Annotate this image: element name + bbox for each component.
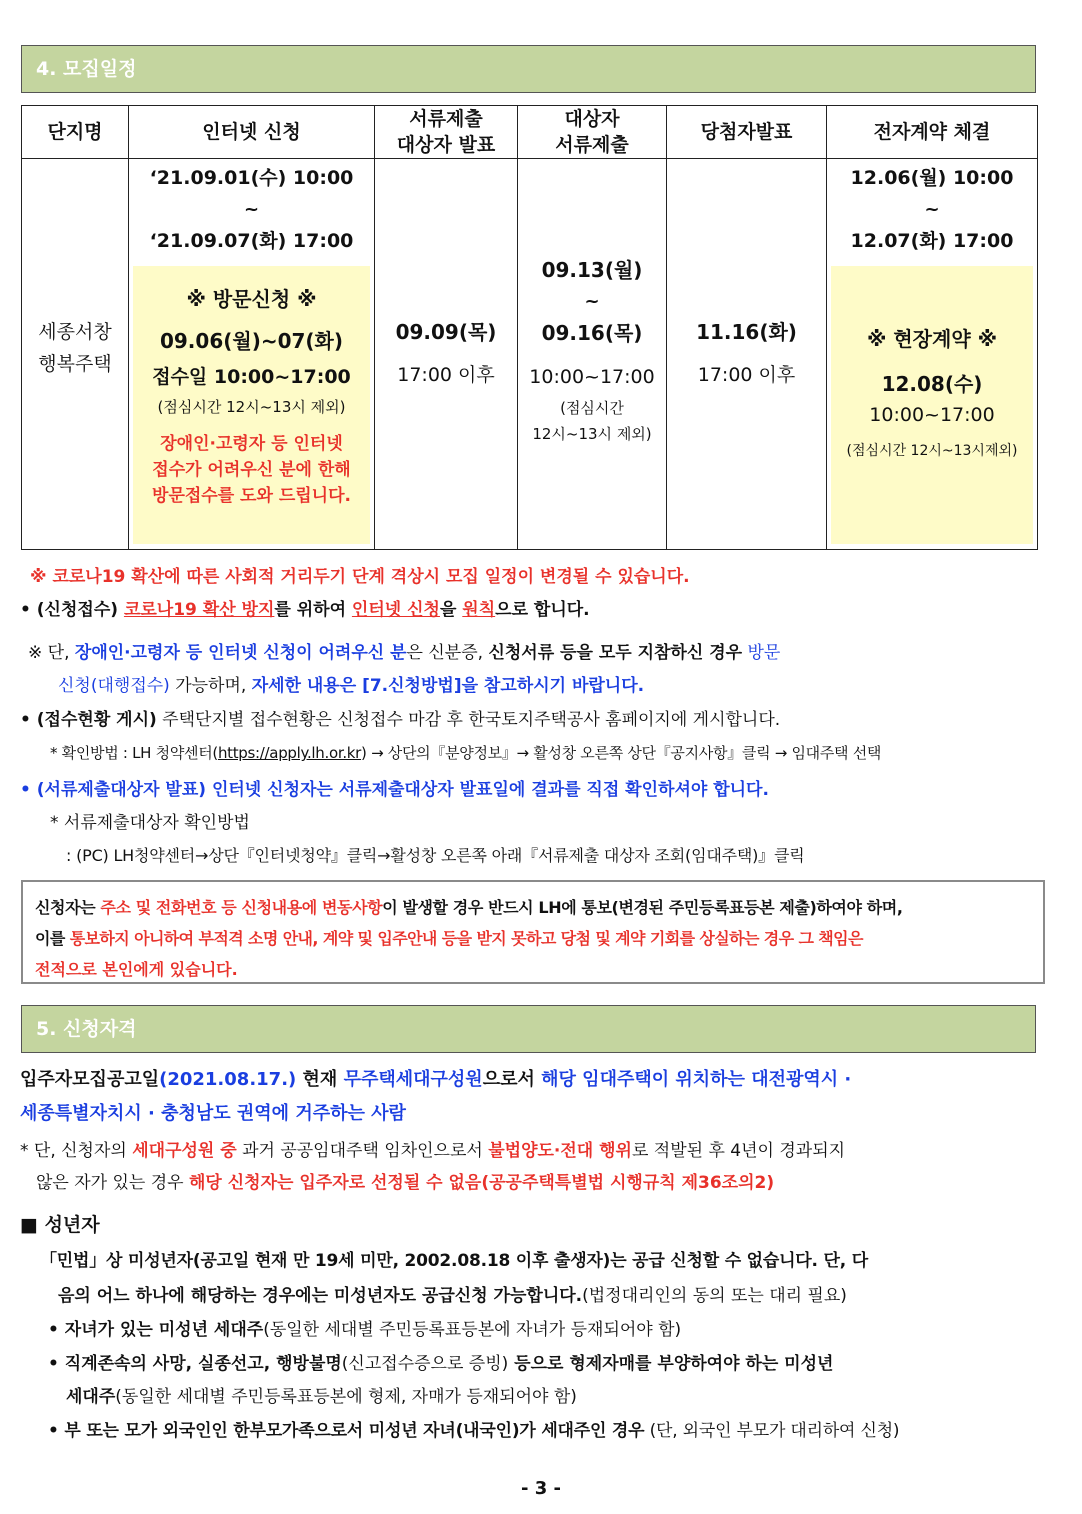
internet-tilde: ~ xyxy=(243,199,260,220)
header-winner: 당첨자발표 xyxy=(667,106,827,159)
header-complex: 단지명 xyxy=(22,106,129,159)
contract-start: 12.06(월) 10:00 xyxy=(850,167,1014,189)
notice-line-3: 전적으로 본인에게 있습니다. xyxy=(35,960,238,979)
visit-note-3: 방문접수를 도와 드립니다. xyxy=(152,486,351,506)
site-date: 12.08(수) xyxy=(881,372,983,396)
doc-check-method-path: : (PC) LH청약센터→상단『인터넷청약』클릭→활성창 오른쪽 아래『서류제출 대상자 조회(임대주택)』클릭 xyxy=(66,846,805,865)
visit-note-2: 접수가 어려우신 분에 한해 xyxy=(152,460,351,480)
visit-title: ※ 방문신청 ※ xyxy=(186,287,317,311)
notice-line-2: 이를 통보하지 아니하여 부적격 소명 안내, 계약 및 입주안내 등을 받지 못하고 당첨 및 계약 기회를 상실하는 경우 그 책임은 xyxy=(35,929,863,948)
internet-start: ‘21.09.01(수) 10:00 xyxy=(149,167,354,189)
doc-announce-time: 17:00 이후 xyxy=(397,364,495,386)
doc-submit-start: 09.13(월) xyxy=(541,258,643,282)
exclusion-line-2: 않은 자가 있는 경우 해당 신청자는 입주자로 선정될 수 없음(공공주택특별법 시행규칙 제36조의2) xyxy=(36,1173,775,1193)
page-number: - 3 - xyxy=(521,1478,561,1499)
complex-name-2: 행복주택 xyxy=(38,353,112,375)
contract-end: 12.07(화) 17:00 xyxy=(850,230,1014,252)
header-doc-submit: 대상자 서류제출 xyxy=(518,106,667,159)
header-doc-announce: 서류제출 대상자 발표 xyxy=(375,106,518,159)
visit-date: 09.06(월)~07(화) xyxy=(159,329,344,353)
adult-para-2: 음의 어느 하나에 해당하는 경우에는 미성년자도 공급신청 가능합니다.(법정대리인의 동의 또는 대리 필요) xyxy=(58,1286,847,1306)
complex-name-1: 세종서창 xyxy=(38,321,112,343)
doc-submit-end: 09.16(목) xyxy=(541,321,643,345)
section-5-header xyxy=(21,1005,1036,1053)
contract-tilde: ~ xyxy=(924,199,940,220)
doc-submit-lunch-2: 12시~13시 제외) xyxy=(532,425,652,443)
cell-doc-announce xyxy=(375,159,518,550)
exclusion-line-1: * 단, 신청자의 세대구성원 중 과거 공공임대주택 임차인으로서 불법양도·전대 행위로 적발된 후 4년이 경과되지 xyxy=(20,1141,846,1161)
bullet-status-post: • (접수현황 게시) 주택단지별 접수현황은 신청접수 마감 후 한국토지주택공사 홈페이지에 게시합니다. xyxy=(20,710,781,730)
adult-list-item-3: • 부 또는 모가 외국인인 한부모가족으로서 미성년 자녀(내국인)가 세대주인 경우 (단, 외국인 부모가 대리하여 신청) xyxy=(48,1421,900,1441)
notice-line-1: 신청자는 주소 및 전화번호 등 신청내용에 변동사항이 발생할 경우 반드시 LH에 통보(변경된 주민등록표등본 제출)하여야 하며, xyxy=(35,898,903,917)
cell-internet xyxy=(129,159,375,550)
doc-announce-date: 09.09(목) xyxy=(395,320,497,344)
header-internet: 인터넷 신청 xyxy=(129,106,375,159)
schedule-header-row xyxy=(22,106,1038,159)
doc-submit-tilde: ~ xyxy=(584,291,600,312)
cell-complex xyxy=(22,159,129,550)
note-exception-line1: ※ 단, 장애인·고령자 등 인터넷 신청이 어려우신 분은 신분증, 신청서류 등을 모두 지참하신 경우 방문 xyxy=(28,643,781,663)
doc-check-method-title: * 서류제출대상자 확인방법 xyxy=(50,813,250,833)
visit-time: 접수일 10:00~17:00 xyxy=(152,366,351,388)
status-check-method: * 확인방법 : LH 청약센터(https://apply.lh.or.kr) → 상단의『분양정보』→ 활성창 오른쪽 상단『공지사항』클릭 → 임대주택 선택 xyxy=(50,744,882,762)
winner-time: 17:00 이후 xyxy=(697,364,796,386)
adult-para-1: 「민법」상 미성년자(공고일 현재 만 19세 미만, 2002.08.18 이후 출생자)는 공급 신청할 수 없습니다. 단, 다 xyxy=(40,1251,868,1271)
site-lunch: (점심시간 12시~13시제외) xyxy=(846,443,1018,459)
section-4-header xyxy=(21,45,1036,93)
cell-winner xyxy=(667,159,827,550)
doc-submit-time: 10:00~17:00 xyxy=(529,366,655,388)
visit-note-1: 장애인·고령자 등 인터넷 xyxy=(160,434,343,454)
adult-title: ■ 성년자 xyxy=(20,1214,100,1236)
adult-list-item-1: • 자녀가 있는 미성년 세대주(동일한 세대별 주민등록표등본에 자녀가 등재되어야 함) xyxy=(48,1320,682,1340)
eligibility-line-1: 입주자모집공고일(2021.08.17.) 현재 무주택세대구성원으로서 해당 임대주택이 위치하는 대전광역시 · xyxy=(20,1069,852,1090)
adult-list-item-2-cont: 세대주(동일한 세대별 주민등록표등본에 형제, 자매가 등재되어야 함) xyxy=(66,1387,577,1407)
header-contract: 전자계약 체결 xyxy=(827,106,1038,159)
visit-lunch: (점심시간 12시~13시 제외) xyxy=(157,398,346,416)
cell-contract xyxy=(827,159,1038,550)
cell-doc-submit xyxy=(518,159,667,550)
lh-apply-link[interactable]: https://apply.lh.or.kr xyxy=(217,744,362,762)
doc-submit-lunch-1: (점심시간 xyxy=(560,399,624,417)
visit-application-box xyxy=(133,266,370,544)
site-title: ※ 현장계약 ※ xyxy=(866,327,998,351)
note-exception-line2: 신청(대행접수) 가능하며, 자세한 내용은 [7.신청방법]을 참고하시기 바랍니다. xyxy=(58,676,645,696)
bullet-application: • (신청접수) 코로나19 확산 방지를 위하여 인터넷 신청을 원칙으로 합니다. xyxy=(20,600,590,620)
schedule-data-row xyxy=(22,159,1038,550)
covid-notice: ※ 코로나19 확산에 따른 사회적 거리두기 단계 격상시 모집 일정이 변경될 수 있습니다. xyxy=(30,567,690,587)
adult-list-item-2: • 직계존속의 사망, 실종선고, 행방불명(신고접수증으로 증빙) 등으로 형제자매를 부양하여야 하는 미성년 xyxy=(48,1354,834,1374)
site-time: 10:00~17:00 xyxy=(869,404,995,426)
site-contract-box xyxy=(831,266,1033,544)
section-5-title: 5. 신청자격 xyxy=(36,1018,137,1040)
schedule-table xyxy=(21,105,1038,550)
winner-date: 11.16(화) xyxy=(696,320,797,344)
section-4-title: 4. 모집일정 xyxy=(36,58,137,80)
bullet-doc-announce: • (서류제출대상자 발표) 인터넷 신청자는 서류제출대상자 발표일에 결과를 직접 확인하셔야 합니다. xyxy=(20,780,769,800)
eligibility-line-2: 세종특별자치시 · 충청남도 권역에 거주하는 사람 xyxy=(20,1103,406,1124)
internet-end: ‘21.09.07(화) 17:00 xyxy=(149,230,354,252)
change-report-notice xyxy=(21,880,1045,984)
